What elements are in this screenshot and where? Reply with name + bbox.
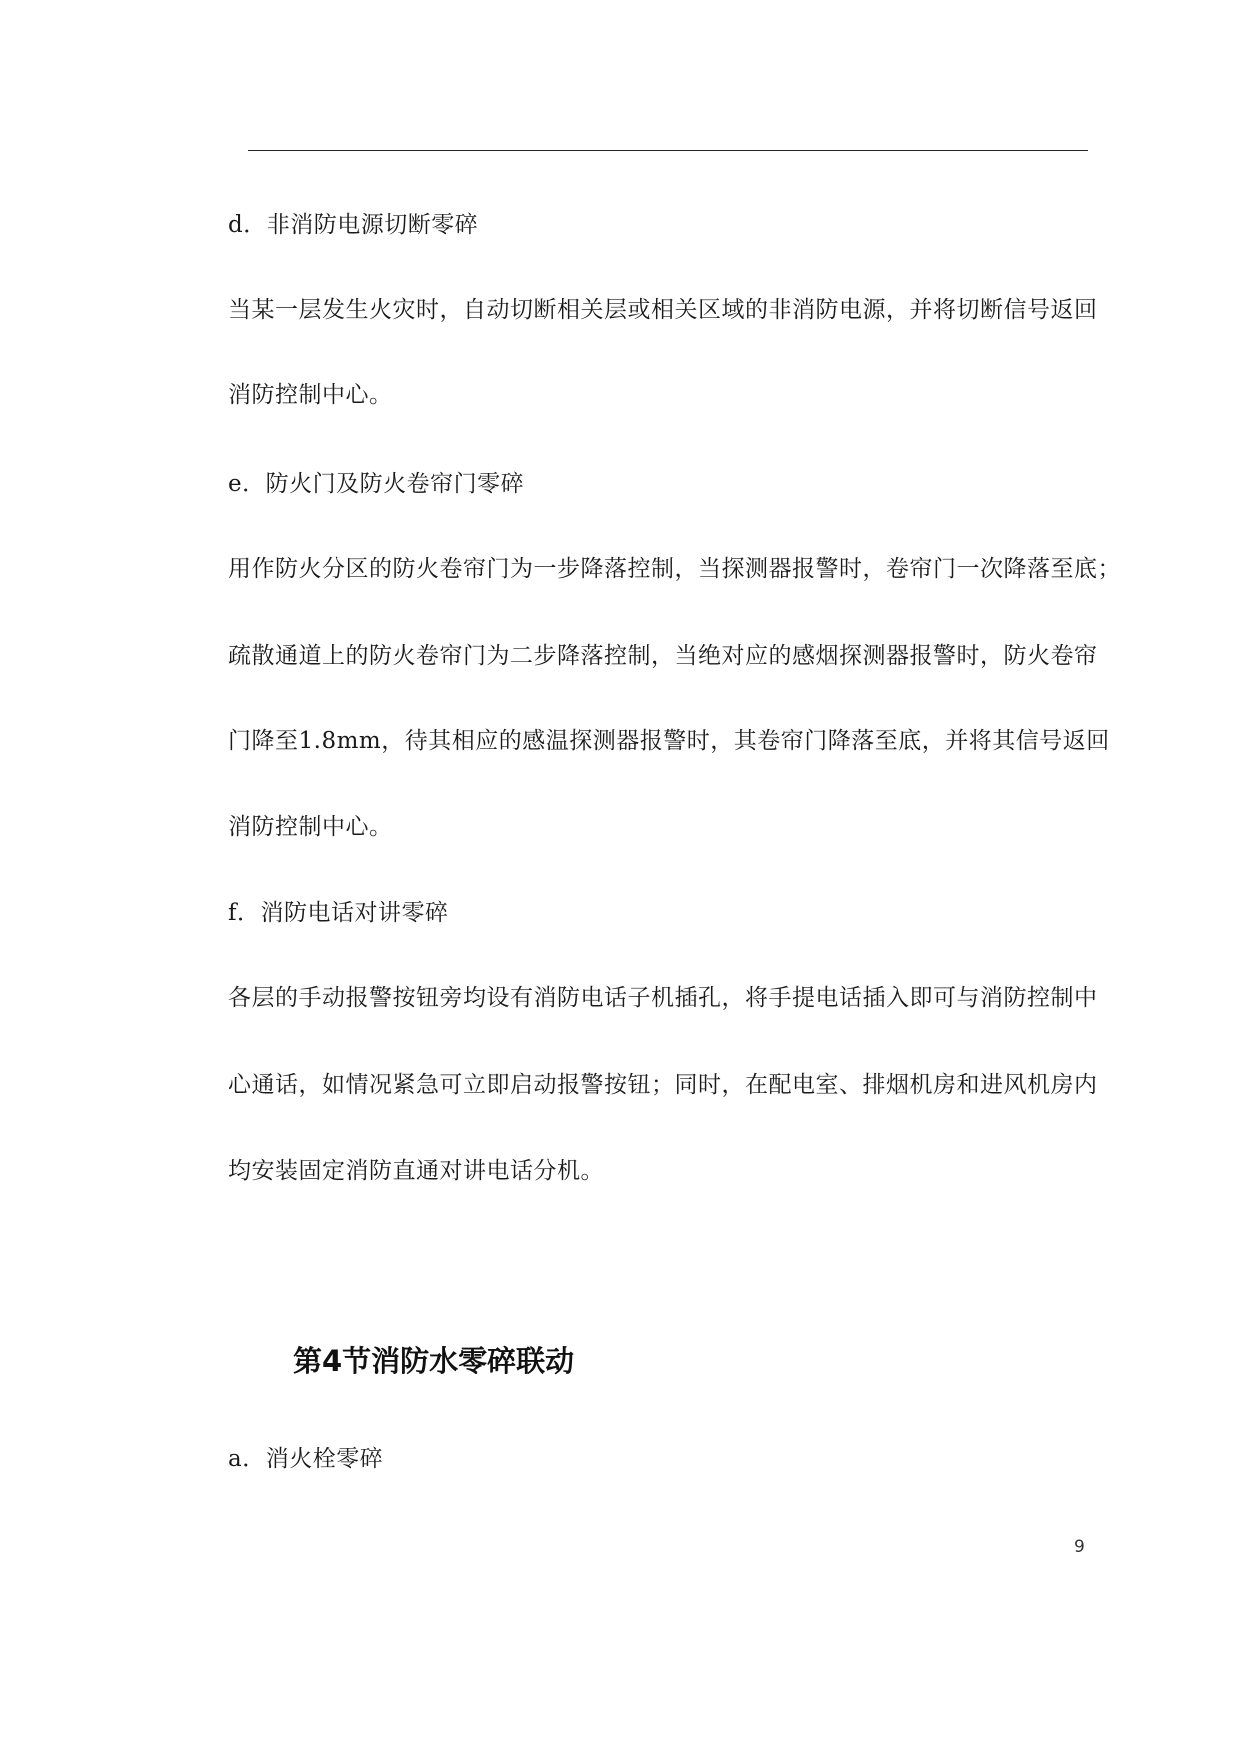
subsection-heading-f: f．消防电话对讲零碎 <box>228 900 449 926</box>
paragraph-line: 均安装固定消防直通对讲电话分机。 <box>228 1158 604 1184</box>
header-rule <box>248 150 1088 151</box>
paragraph-line: 当某一层发生火灾时，自动切断相关层或相关区域的非消防电源，并将切断信号返回 <box>228 297 1098 323</box>
paragraph-line: 疏散通道上的防火卷帘门为二步降落控制，当绝对应的感烟探测器报警时，防火卷帘 <box>228 643 1098 669</box>
subsection-heading-a: a．消火栓零碎 <box>228 1446 384 1472</box>
paragraph-line: 各层的手动报警按钮旁均设有消防电话子机插孔，将手提电话插入即可与消防控制中 <box>228 985 1098 1011</box>
section-title: 第4节消防水零碎联动 <box>293 1344 575 1378</box>
paragraph-line: 用作防火分区的防火卷帘门为一步降落控制，当探测器报警时，卷帘门一次降落至底； <box>228 556 1121 582</box>
paragraph-line: 消防控制中心。 <box>228 814 393 840</box>
paragraph-line: 消防控制中心。 <box>228 382 393 408</box>
paragraph-line: 心通话，如情况紧急可立即启动报警按钮；同时，在配电室、排烟机房和进风机房内 <box>228 1072 1098 1098</box>
paragraph-line: 门降至1.8mm，待其相应的感温探测器报警时，其卷帘门降落至底，并将其信号返回 <box>228 728 1110 754</box>
page-number: 9 <box>1074 1537 1085 1557</box>
subsection-heading-e: e．防火门及防火卷帘门零碎 <box>228 471 525 497</box>
subsection-heading-d: d．非消防电源切断零碎 <box>228 212 479 238</box>
